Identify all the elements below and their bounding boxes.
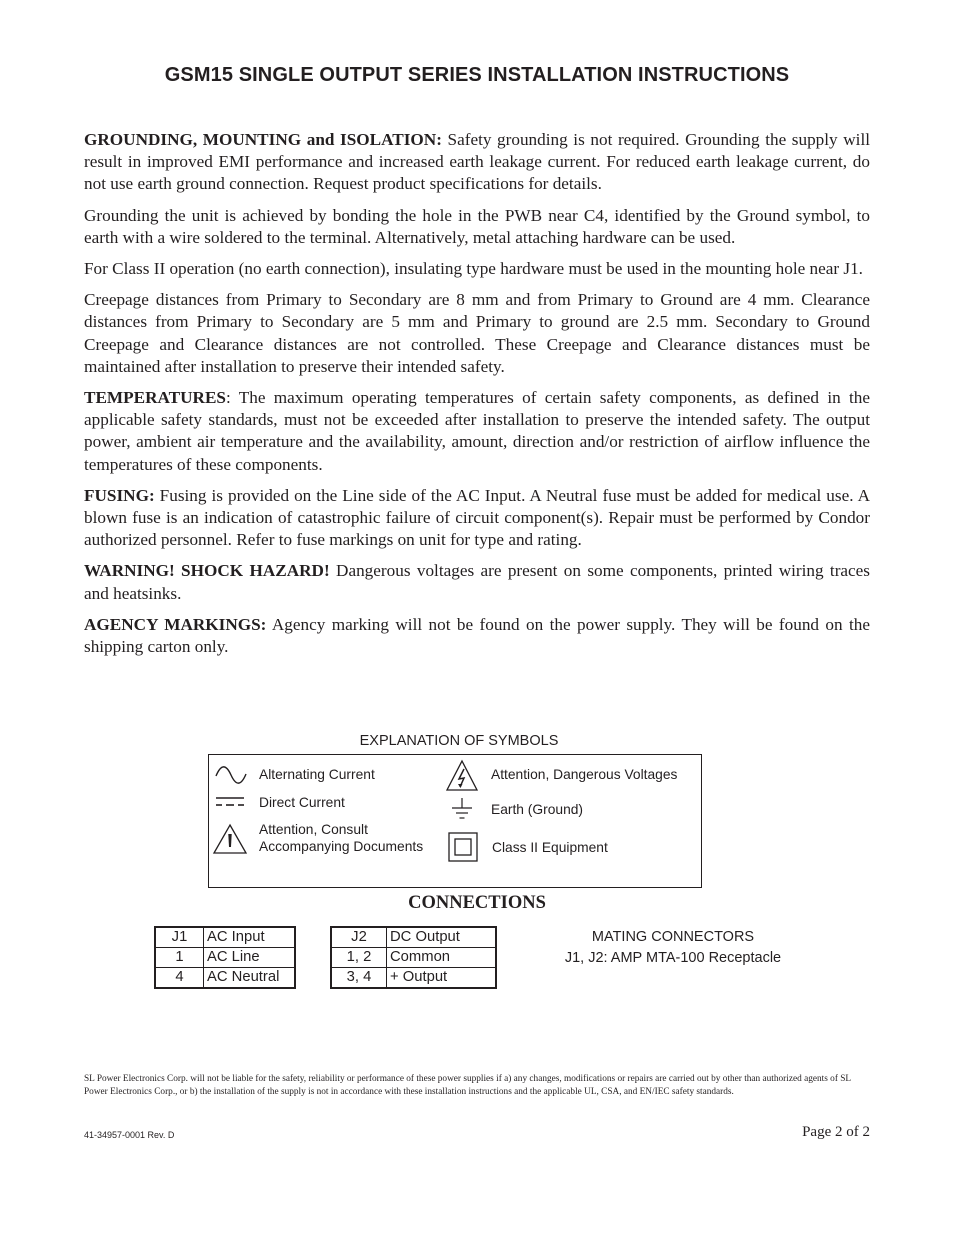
grounding-unit-paragraph: Grounding the unit is achieved by bonding the hole in the PWB near C4, identified by the Ground symbol, to earth with a wire soldered to the terminal. Alternatively, metal attaching hardware can be used. — [84, 205, 870, 247]
danger-label: Attention, Dangerous Voltages — [491, 767, 678, 782]
mating-connectors — [548, 927, 798, 969]
j2-pin: 3, 4 — [331, 968, 387, 989]
j2-header-function: DC Output — [387, 927, 497, 948]
j1-table — [154, 926, 296, 989]
class2-label: Class II Equipment — [492, 840, 608, 855]
page-title: GSM15 SINGLE OUTPUT SERIES INSTALLATION INSTRUCTIONS — [164, 64, 790, 86]
disclaimer: SL Power Electronics Corp. will not be liable for the safety, reliability or performance of these power supplies if a) any changes, modifications or repairs are carried out by other than authorized agents of SL Power Electronics Corp., or b) the installation of the supply is not in accordance with these installation instructions and the applicable UL, CSA, and EN/IEC safety standards. — [84, 1074, 851, 1097]
fusing-text: Fusing is provided on the Line side of the AC Input. A Neutral fuse must be added for medical use. A blown fuse is an indication of catastrophic failure of circuit component(s). Repair must be performed by Condor authorized personnel. Refer to fuse markings on unit for type and rating. — [84, 485, 870, 550]
symbols-title: EXPLANATION OF SYMBOLS — [359, 733, 559, 749]
warning-paragraph — [84, 560, 870, 604]
table-row — [155, 968, 295, 989]
j1-function: AC Neutral — [204, 968, 296, 989]
dc-symbol-icon — [215, 796, 245, 808]
ground-icon — [451, 797, 473, 821]
lightning-triangle-icon — [445, 759, 479, 792]
mating-title: MATING CONNECTORS — [591, 929, 755, 945]
j1-pin: 4 — [155, 968, 204, 989]
j1-function: AC Line — [204, 948, 296, 968]
grounding-paragraph — [84, 129, 870, 196]
sine-wave-icon — [214, 765, 248, 785]
table-row — [331, 948, 496, 968]
j2-function: + Output — [387, 968, 497, 989]
table-row — [331, 927, 496, 948]
instructions-body — [84, 129, 870, 667]
agency-paragraph — [84, 614, 870, 658]
agency-text: Agency marking will not be found on the power supply. They will be found on the shipping carton only. — [84, 614, 870, 657]
fusing-heading: FUSING: — [84, 485, 155, 505]
j2-header-pin: J2 — [331, 927, 387, 948]
warning-text: Dangerous voltages are present on some components, printed wiring traces and heatsinks. — [84, 561, 870, 603]
temperatures-paragraph — [84, 387, 870, 476]
warning-triangle-icon — [212, 823, 248, 855]
grounding-heading: GROUNDING, MOUNTING and ISOLATION: — [84, 130, 442, 149]
warning-heading: WARNING! SHOCK HAZARD! — [84, 561, 330, 581]
page-number: Page 2 of 2 — [802, 1124, 870, 1140]
fusing-paragraph — [84, 485, 870, 552]
document-number: 41-34957-0001 Rev. D — [84, 1130, 175, 1140]
connections-title: CONNECTIONS — [408, 893, 546, 913]
temperatures-text: : The maximum operating temperatures of certain safety components, as defined in the applicable safety standards, must not be exceeded after installation to preserve the intended safety. The output power, ambient air temperature and the availability, amount, direction and/or restriction of airflow influence the temperatures of these components. — [84, 388, 870, 474]
double-square-icon — [448, 832, 478, 862]
table-row — [331, 968, 496, 989]
grounding-text: Safety grounding is not required. Grounding the supply will result in improved EMI performance and increased earth leakage current. For reduced earth leakage current, do not use earth ground connection. Request product specifications for details. — [84, 130, 870, 194]
temperatures-heading: TEMPERATURES — [84, 388, 226, 408]
consult-label-line2: Accompanying Documents — [259, 839, 424, 854]
dc-label: Direct Current — [259, 795, 345, 810]
table-row — [155, 927, 295, 948]
j1-pin: 1 — [155, 948, 204, 968]
class2-paragraph: For Class II operation (no earth connection), insulating type hardware must be used in the mounting hole near J1. — [84, 259, 863, 279]
j1-header-function: AC Input — [204, 927, 296, 948]
earth-label: Earth (Ground) — [491, 802, 584, 817]
consult-label-line1: Attention, Consult — [259, 822, 368, 837]
j2-function: Common — [387, 948, 497, 968]
ac-label: Alternating Current — [259, 767, 375, 782]
j1-header-pin: J1 — [155, 927, 204, 948]
creepage-paragraph: Creepage distances from Primary to Secondary are 8 mm and from Primary to Ground are 4 mm. Clearance distances from Primary to Secondary are 5 mm and Primary to ground are 2.5 mm. Secondary to Ground Creepage and Clearance distances are not controlled. These Creepage and Clearance distances must be maintained after installation to preserve their intended safety. — [84, 290, 870, 376]
j2-table — [330, 926, 497, 989]
table-row — [155, 948, 295, 968]
symbols-box — [208, 754, 702, 888]
agency-heading: AGENCY MARKINGS: — [84, 614, 267, 634]
j2-pin: 1, 2 — [331, 948, 387, 968]
mating-text: J1, J2: AMP MTA-100 Receptacle — [564, 950, 782, 966]
